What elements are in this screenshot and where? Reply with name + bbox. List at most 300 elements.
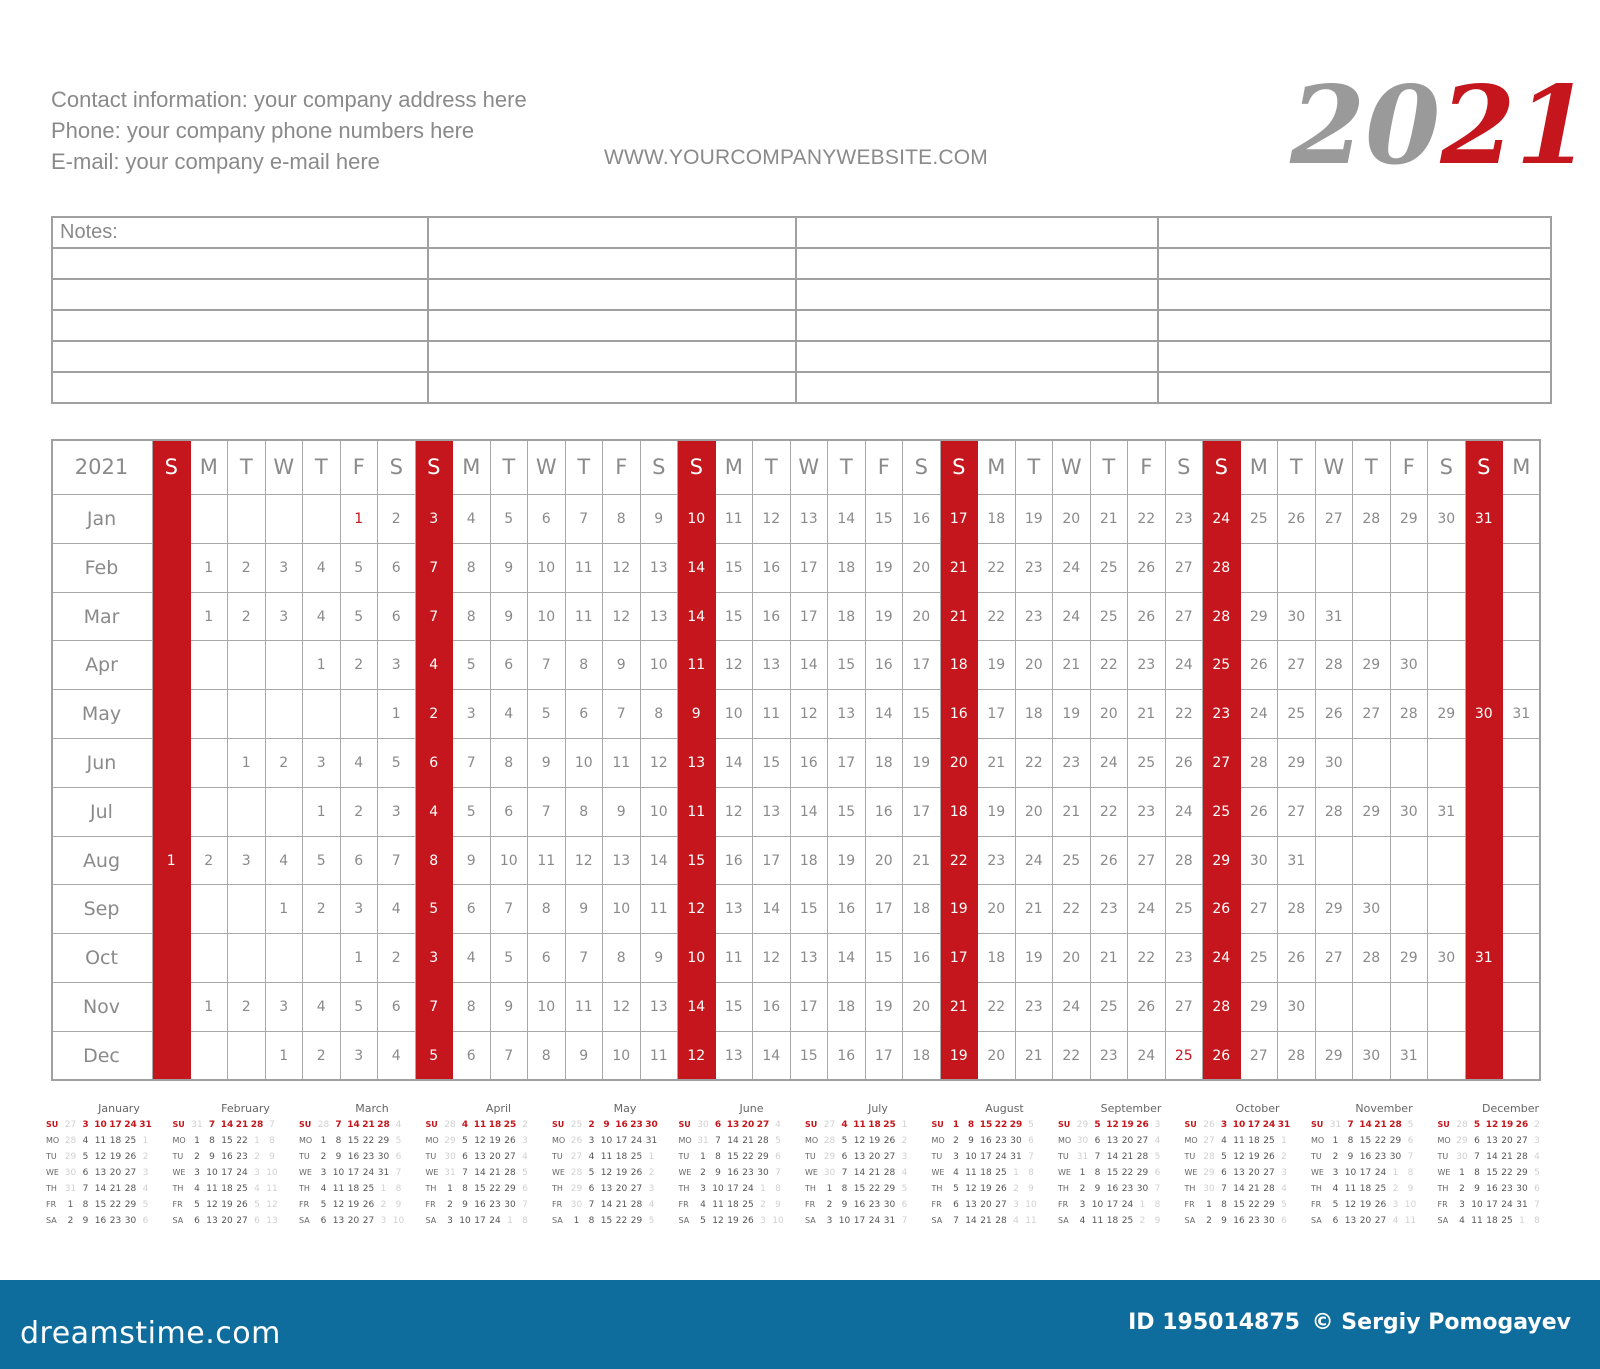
- mini-day-number: 31: [64, 1184, 77, 1194]
- day-cell: 5: [416, 885, 454, 934]
- mini-calendar-title: September: [1100, 1102, 1162, 1115]
- mini-day-number: 12: [853, 1136, 866, 1146]
- mini-day-number: 5: [254, 1200, 260, 1210]
- mini-calendar: [805, 1101, 931, 1229]
- mini-day-number: 10: [332, 1168, 345, 1178]
- weekday-header: W: [791, 439, 829, 495]
- day-cell: 19: [978, 788, 1016, 837]
- mini-day-number: 1: [320, 1136, 327, 1146]
- day-cell: 21: [1091, 495, 1129, 544]
- mini-day-number: 21: [489, 1168, 501, 1178]
- day-cell: [1241, 544, 1279, 593]
- day-cell: 7: [528, 788, 566, 837]
- day-cell: 28: [1241, 739, 1279, 788]
- day-cell: 17: [941, 934, 979, 983]
- day-cell: 5: [491, 934, 529, 983]
- day-cell: [228, 641, 266, 690]
- dreamstime-logo[interactable]: dreamstime.com: [20, 1316, 281, 1351]
- month-label: Jul: [51, 788, 153, 837]
- day-cell: 17: [866, 885, 904, 934]
- mini-day-label: SU: [1437, 1120, 1450, 1129]
- mini-day-number: 23: [742, 1168, 754, 1178]
- day-cell: 17: [978, 690, 1016, 739]
- weekday-header: S: [378, 439, 416, 495]
- day-cell: 10: [641, 641, 679, 690]
- mini-calendar-row: [679, 1165, 805, 1181]
- mini-day-number: 12: [1485, 1120, 1499, 1130]
- mini-day-number: 11: [712, 1200, 724, 1210]
- mini-day-number: 17: [109, 1120, 122, 1130]
- mini-day-number: 15: [1233, 1200, 1245, 1210]
- mini-day-number: 6: [1407, 1136, 1414, 1146]
- notes-cell[interactable]: [428, 310, 796, 341]
- notes-cell[interactable]: [428, 341, 796, 372]
- day-cell: 2: [303, 1032, 341, 1081]
- mini-day-number: 11: [332, 1184, 345, 1194]
- mini-day-label: SU: [425, 1120, 438, 1129]
- mini-day-number: 30: [1076, 1136, 1089, 1146]
- mini-day-number: 10: [1025, 1200, 1037, 1210]
- mini-day-number: 28: [504, 1168, 516, 1178]
- mini-day-number: 24: [995, 1152, 1007, 1162]
- mini-day-label: TH: [299, 1184, 310, 1193]
- mini-day-number: 11: [1404, 1216, 1417, 1226]
- weekday-header: S: [641, 439, 679, 495]
- day-cell: 23: [1128, 788, 1166, 837]
- mini-day-label: MO: [1437, 1136, 1451, 1145]
- mini-day-number: 29: [1136, 1168, 1149, 1178]
- day-cell: 2: [228, 544, 266, 593]
- mini-day-number: 26: [1263, 1152, 1275, 1162]
- mini-day-number: 5: [1028, 1120, 1034, 1130]
- mini-day-number: 7: [82, 1184, 89, 1194]
- mini-day-number: 31: [377, 1168, 390, 1178]
- mini-day-number: 4: [1013, 1216, 1019, 1226]
- day-cell: 27: [1278, 788, 1316, 837]
- mini-day-number: 4: [1392, 1216, 1399, 1226]
- mini-calendar-row: [1058, 1197, 1184, 1213]
- notes-cell[interactable]: [52, 372, 428, 403]
- mini-day-number: 7: [1154, 1184, 1161, 1194]
- notes-label[interactable]: Notes:: [52, 217, 428, 248]
- mini-day-number: 7: [1347, 1120, 1354, 1130]
- mini-day-number: 21: [742, 1136, 754, 1146]
- month-label: Dec: [51, 1032, 153, 1081]
- mini-day-number: 16: [1359, 1152, 1372, 1162]
- mini-calendar-row: [679, 1181, 805, 1197]
- mini-day-number: 3: [1220, 1120, 1228, 1130]
- mini-calendar-row: [173, 1149, 299, 1165]
- mini-calendar-row: [46, 1133, 172, 1149]
- day-cell: 7: [603, 690, 641, 739]
- day-cell: 25: [1128, 739, 1166, 788]
- mini-calendar-title: March: [355, 1102, 389, 1115]
- mini-day-number: 22: [615, 1216, 628, 1226]
- day-cell: 19: [1016, 934, 1054, 983]
- notes-cell[interactable]: [796, 341, 1158, 372]
- mini-day-number: 2: [194, 1152, 200, 1162]
- mini-day-number: 15: [1486, 1168, 1498, 1178]
- mini-day-number: 6: [1534, 1184, 1540, 1194]
- mini-day-number: 16: [1486, 1184, 1498, 1194]
- month-label: Mar: [51, 593, 153, 642]
- mini-calendar-row: [1058, 1133, 1184, 1149]
- mini-day-label: TU: [1058, 1152, 1069, 1161]
- mini-day-number: 19: [109, 1152, 122, 1162]
- mini-calendar-row: [1058, 1149, 1184, 1165]
- notes-cell[interactable]: [428, 372, 796, 403]
- mini-day-number: 2: [447, 1200, 453, 1210]
- mini-calendar-row: [1311, 1181, 1437, 1197]
- day-cell: 17: [791, 544, 829, 593]
- notes-cell[interactable]: [1158, 310, 1551, 341]
- day-cell: 19: [903, 739, 941, 788]
- mini-day-number: 4: [953, 1168, 959, 1178]
- mini-day-number: 9: [1221, 1216, 1227, 1226]
- day-cell: 8: [453, 593, 491, 642]
- mini-day-number: 4: [700, 1200, 706, 1210]
- day-cell: 29: [1353, 788, 1391, 837]
- day-cell: 27: [1166, 983, 1204, 1032]
- day-cell: 3: [416, 934, 454, 983]
- day-cell: 7: [491, 1032, 529, 1081]
- mini-day-number: 12: [965, 1184, 977, 1194]
- mini-day-number: 25: [883, 1120, 896, 1130]
- mini-day-number: 6: [82, 1168, 89, 1178]
- weekday-header: T: [228, 439, 266, 495]
- notes-cell[interactable]: [1158, 341, 1551, 372]
- mini-day-number: 30: [1136, 1184, 1149, 1194]
- mini-day-number: 18: [1106, 1216, 1119, 1226]
- day-cell: 17: [903, 641, 941, 690]
- month-label: Nov: [51, 983, 153, 1032]
- mini-calendar-row: [299, 1133, 425, 1149]
- mini-day-label: TH: [172, 1184, 184, 1193]
- day-cell: 3: [378, 641, 416, 690]
- mini-day-number: 10: [392, 1216, 405, 1226]
- mini-day-number: 31: [1516, 1200, 1528, 1210]
- mini-day-label: TH: [552, 1184, 563, 1193]
- month-label: Jun: [51, 739, 153, 788]
- mini-day-label: WE: [805, 1168, 818, 1177]
- mini-calendar-row: [1185, 1197, 1311, 1213]
- day-cell: 29: [1391, 495, 1429, 544]
- day-cell: 1: [191, 983, 229, 1032]
- day-cell: [1466, 885, 1504, 934]
- mini-day-number: 17: [1359, 1168, 1372, 1178]
- mini-day-number: 5: [648, 1216, 655, 1226]
- mini-day-number: 10: [1344, 1168, 1357, 1178]
- mini-day-number: 3: [380, 1216, 387, 1226]
- notes-cell[interactable]: [796, 279, 1158, 310]
- mini-day-number: 15: [600, 1216, 613, 1226]
- weekday-header: M: [716, 439, 754, 495]
- day-cell: 3: [303, 739, 341, 788]
- mini-day-label: TU: [1184, 1152, 1196, 1161]
- mini-day-number: 3: [82, 1120, 89, 1130]
- mini-day-number: 6: [1221, 1168, 1227, 1178]
- day-cell: 5: [453, 788, 491, 837]
- mini-day-number: 15: [853, 1184, 866, 1194]
- day-cell: 22: [1091, 641, 1129, 690]
- mini-day-number: 31: [883, 1216, 896, 1226]
- mini-day-number: 14: [965, 1216, 977, 1226]
- mini-calendar: [173, 1101, 299, 1229]
- day-cell: 9: [491, 593, 529, 642]
- day-cell: 15: [791, 885, 829, 934]
- mini-calendar-row: [46, 1117, 172, 1133]
- day-cell: 1: [191, 544, 229, 593]
- mini-day-number: 13: [266, 1216, 278, 1226]
- mini-day-number: 24: [362, 1168, 375, 1178]
- day-cell: 8: [566, 788, 604, 837]
- mini-day-label: TH: [1058, 1184, 1069, 1193]
- mini-day-number: 3: [760, 1216, 766, 1226]
- notes-cell[interactable]: [428, 248, 796, 279]
- mini-day-number: 22: [1121, 1168, 1134, 1178]
- day-cell: 16: [791, 739, 829, 788]
- day-cell: 6: [491, 641, 529, 690]
- mini-day-number: 15: [474, 1184, 486, 1194]
- mini-day-number: 1: [826, 1184, 833, 1194]
- notes-cell[interactable]: [52, 310, 428, 341]
- mini-day-number: 21: [235, 1120, 249, 1130]
- mini-day-number: 13: [1233, 1168, 1245, 1178]
- mini-day-number: 26: [1203, 1120, 1215, 1130]
- mini-day-number: 18: [1486, 1216, 1498, 1226]
- mini-day-number: 31: [1277, 1120, 1291, 1130]
- mini-calendar-row: [426, 1165, 552, 1181]
- mini-day-number: 5: [1534, 1168, 1540, 1178]
- day-cell: [228, 495, 266, 544]
- day-cell: 18: [828, 544, 866, 593]
- mini-day-label: FR: [299, 1200, 310, 1209]
- mini-calendar-row: [1438, 1133, 1564, 1149]
- mini-day-number: 4: [82, 1136, 89, 1146]
- day-cell: 30: [1353, 885, 1391, 934]
- mini-day-number: 20: [615, 1184, 628, 1194]
- day-cell: [1353, 837, 1391, 886]
- notes-cell[interactable]: [796, 217, 1158, 248]
- mini-day-number: 25: [124, 1136, 137, 1146]
- day-cell: 4: [378, 885, 416, 934]
- mini-day-number: 19: [727, 1216, 739, 1226]
- day-cell: 3: [453, 690, 491, 739]
- weekday-header: T: [753, 439, 791, 495]
- day-cell: 24: [1091, 739, 1129, 788]
- mini-day-number: 12: [712, 1216, 724, 1226]
- mini-day-number: 6: [841, 1152, 848, 1162]
- day-cell: 23: [978, 837, 1016, 886]
- mini-day-label: TH: [805, 1184, 816, 1193]
- day-cell: 26: [1203, 885, 1241, 934]
- mini-calendar-row: [299, 1181, 425, 1197]
- notes-cell[interactable]: [1158, 217, 1551, 248]
- notes-cell[interactable]: [796, 248, 1158, 279]
- mini-day-number: 3: [826, 1216, 833, 1226]
- mini-day-number: 5: [1407, 1120, 1414, 1130]
- mini-day-number: 16: [853, 1200, 866, 1210]
- day-cell: 14: [791, 641, 829, 690]
- notes-table: [51, 216, 1552, 404]
- day-cell: 13: [753, 788, 791, 837]
- day-cell: 13: [753, 641, 791, 690]
- mini-day-number: 17: [1486, 1200, 1498, 1210]
- mini-day-number: 18: [980, 1168, 992, 1178]
- day-cell: 22: [1128, 495, 1166, 544]
- mini-day-number: 4: [1221, 1136, 1227, 1146]
- mini-day-number: 24: [236, 1168, 248, 1178]
- mini-day-number: 14: [94, 1184, 107, 1194]
- mini-day-number: 27: [504, 1152, 516, 1162]
- notes-cell[interactable]: [796, 372, 1158, 403]
- mini-day-number: 5: [901, 1184, 908, 1194]
- mini-day-number: 9: [1474, 1184, 1480, 1194]
- mini-day-number: 26: [995, 1184, 1007, 1194]
- day-cell: 19: [978, 641, 1016, 690]
- day-cell: [1466, 593, 1504, 642]
- mini-day-number: 17: [1247, 1120, 1261, 1130]
- mini-day-number: 28: [1516, 1152, 1528, 1162]
- mini-day-number: 8: [395, 1184, 402, 1194]
- mini-calendar-row: [805, 1133, 931, 1149]
- year-red-part: 21: [1440, 63, 1591, 189]
- mini-day-number: 13: [853, 1152, 866, 1162]
- day-cell: 14: [791, 788, 829, 837]
- mini-day-number: 6: [254, 1216, 260, 1226]
- mini-day-number: 17: [221, 1168, 233, 1178]
- mini-day-number: 28: [444, 1120, 456, 1130]
- day-cell: 9: [603, 641, 641, 690]
- notes-cell[interactable]: [1158, 372, 1551, 403]
- day-cell: 13: [828, 690, 866, 739]
- day-cell: 10: [528, 544, 566, 593]
- day-cell: 6: [453, 885, 491, 934]
- mini-day-number: 1: [700, 1152, 706, 1162]
- day-cell: 23: [1091, 885, 1129, 934]
- mini-day-number: 18: [868, 1120, 881, 1130]
- mini-calendar-row: [1311, 1149, 1437, 1165]
- mini-day-number: 20: [1501, 1136, 1513, 1146]
- day-cell: [1428, 983, 1466, 1032]
- day-cell: 12: [678, 885, 716, 934]
- day-cell: 8: [641, 690, 679, 739]
- mini-day-number: 17: [727, 1184, 739, 1194]
- mini-day-number: 3: [648, 1184, 655, 1194]
- day-cell: 23: [1016, 544, 1054, 593]
- day-cell: 15: [828, 641, 866, 690]
- mini-day-label: SA: [1311, 1216, 1322, 1225]
- mini-day-number: 21: [615, 1200, 628, 1210]
- mini-day-number: 24: [489, 1216, 501, 1226]
- year-gray-part: 20: [1290, 63, 1441, 189]
- mini-day-number: 29: [1456, 1136, 1468, 1146]
- notes-cell[interactable]: [796, 310, 1158, 341]
- mini-day-label: MO: [1058, 1136, 1072, 1145]
- day-cell: 16: [866, 641, 904, 690]
- day-cell: [191, 934, 229, 983]
- day-cell: 10: [716, 690, 754, 739]
- mini-day-number: 2: [380, 1200, 387, 1210]
- mini-day-label: SU: [931, 1120, 944, 1129]
- notes-cell[interactable]: [1158, 279, 1551, 310]
- month-label: Apr: [51, 641, 153, 690]
- notes-cell[interactable]: [428, 279, 796, 310]
- mini-day-number: 30: [1516, 1184, 1528, 1194]
- mini-day-number: 1: [573, 1216, 580, 1226]
- mini-day-label: TU: [299, 1152, 310, 1161]
- mini-calendar-row: [299, 1149, 425, 1165]
- mini-day-label: WE: [1437, 1168, 1451, 1177]
- mini-day-number: 24: [124, 1120, 137, 1130]
- day-cell: 2: [341, 788, 379, 837]
- notes-cell[interactable]: [52, 248, 428, 279]
- mini-day-number: 22: [1501, 1168, 1513, 1178]
- day-cell: 26: [1241, 641, 1279, 690]
- day-cell: 13: [603, 837, 641, 886]
- mini-day-number: 11: [266, 1184, 278, 1194]
- notes-cell[interactable]: [52, 341, 428, 372]
- day-cell: 18: [903, 885, 941, 934]
- mini-calendar-title: October: [1235, 1102, 1280, 1115]
- mini-day-number: 28: [250, 1120, 264, 1130]
- day-cell: 16: [716, 837, 754, 886]
- notes-cell[interactable]: [428, 217, 796, 248]
- mini-day-number: 10: [838, 1216, 851, 1226]
- mini-day-number: 26: [504, 1136, 516, 1146]
- mini-day-number: 5: [1332, 1200, 1339, 1210]
- month-label: Aug: [51, 837, 153, 886]
- mini-day-number: 3: [1281, 1168, 1287, 1178]
- weekday-header: T: [566, 439, 604, 495]
- mini-day-label: SU: [678, 1120, 691, 1129]
- mini-day-number: 4: [775, 1120, 781, 1130]
- mini-calendar-title: January: [98, 1102, 140, 1115]
- day-cell: 2: [228, 593, 266, 642]
- day-cell: 4: [453, 495, 491, 544]
- day-cell: 29: [1316, 1032, 1354, 1081]
- mini-day-number: 6: [194, 1216, 200, 1226]
- mini-day-number: 6: [1028, 1136, 1034, 1146]
- weekday-header: F: [341, 439, 379, 495]
- mini-day-number: 9: [715, 1168, 721, 1178]
- mini-day-label: FR: [805, 1200, 816, 1209]
- mini-day-number: 8: [82, 1200, 89, 1210]
- day-cell: 3: [266, 544, 304, 593]
- notes-cell[interactable]: [52, 279, 428, 310]
- day-cell: 14: [753, 885, 791, 934]
- mini-day-number: 29: [504, 1184, 516, 1194]
- notes-cell[interactable]: [1158, 248, 1551, 279]
- mini-day-label: FR: [931, 1200, 942, 1209]
- day-cell: 8: [603, 934, 641, 983]
- day-cell: [191, 641, 229, 690]
- mini-day-number: 6: [142, 1216, 149, 1226]
- mini-calendar: [932, 1101, 1058, 1229]
- day-cell: 13: [678, 739, 716, 788]
- mini-day-number: 8: [462, 1184, 468, 1194]
- mini-day-number: 30: [1263, 1216, 1275, 1226]
- mini-day-label: SA: [299, 1216, 310, 1225]
- mini-day-label: FR: [1184, 1200, 1195, 1209]
- day-cell: 17: [866, 1032, 904, 1081]
- day-cell: 31: [1278, 837, 1316, 886]
- day-cell: 11: [641, 885, 679, 934]
- mini-day-number: 7: [1534, 1200, 1540, 1210]
- mini-calendar: [679, 1101, 805, 1229]
- mini-day-number: 28: [823, 1136, 836, 1146]
- mini-day-number: 7: [395, 1168, 402, 1178]
